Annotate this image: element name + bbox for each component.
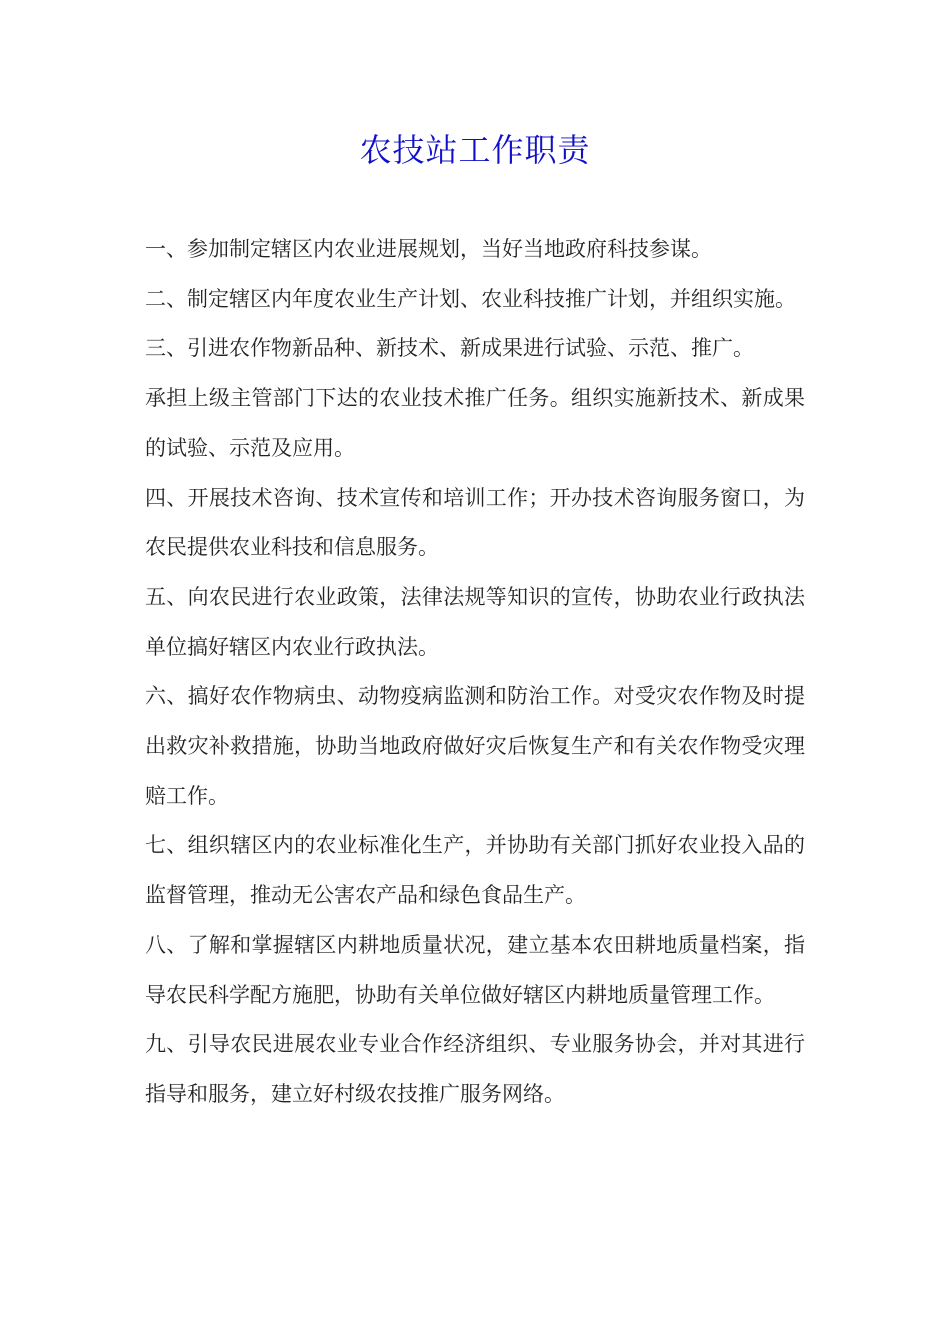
paragraph-7: 六、搞好农作物病虫、动物疫病监测和防治工作。对受灾农作物及时提出救灾补救措施，协助当地政府做好灾后恢复生产和有关农作物受灾理赔工作。 — [145, 684, 805, 808]
paragraph-9: 八、了解和掌握辖区内耕地质量状况，建立基本农田耕地质量档案，指导农民科学配方施肥，协助有关单位做好辖区内耕地质量管理工作。 — [145, 932, 805, 1007]
document-title: 农技站工作职责 — [359, 131, 591, 169]
paragraph-2: 二、制定辖区内年度农业生产计划、农业科技推广计划，并组织实施。 — [145, 286, 796, 311]
paragraph-6: 五、向农民进行农业政策，法律法规等知识的宣传，协助农业行政执法单位搞好辖区内农业行政执法。 — [145, 584, 805, 659]
paragraph-4: 承担上级主管部门下达的农业技术推广任务。组织实施新技术、新成果的试验、示范及应用。 — [145, 386, 805, 460]
paragraph-8: 七、组织辖区内的农业标准化生产，并协助有关部门抓好农业投入品的监督管理，推动无公害农产品和绿色食品生产。 — [145, 833, 805, 908]
paragraph-1: 一、参加制定辖区内农业进展规划，当好当地政府科技参谋。 — [145, 237, 712, 261]
paragraph-10: 九、引导农民进展农业专业合作经济组织、专业服务协会，并对其进行指导和服务，建立好村级农技推广服务网络。 — [145, 1032, 805, 1106]
document-body — [145, 225, 805, 1120]
paragraph-3: 三、引进农作物新品种、新技术、新成果进行试验、示范、推广。 — [145, 336, 754, 361]
paragraph-5: 四、开展技术咨询、技术宣传和培训工作；开办技术咨询服务窗口，为农民提供农业科技和信息服务。 — [145, 485, 805, 560]
